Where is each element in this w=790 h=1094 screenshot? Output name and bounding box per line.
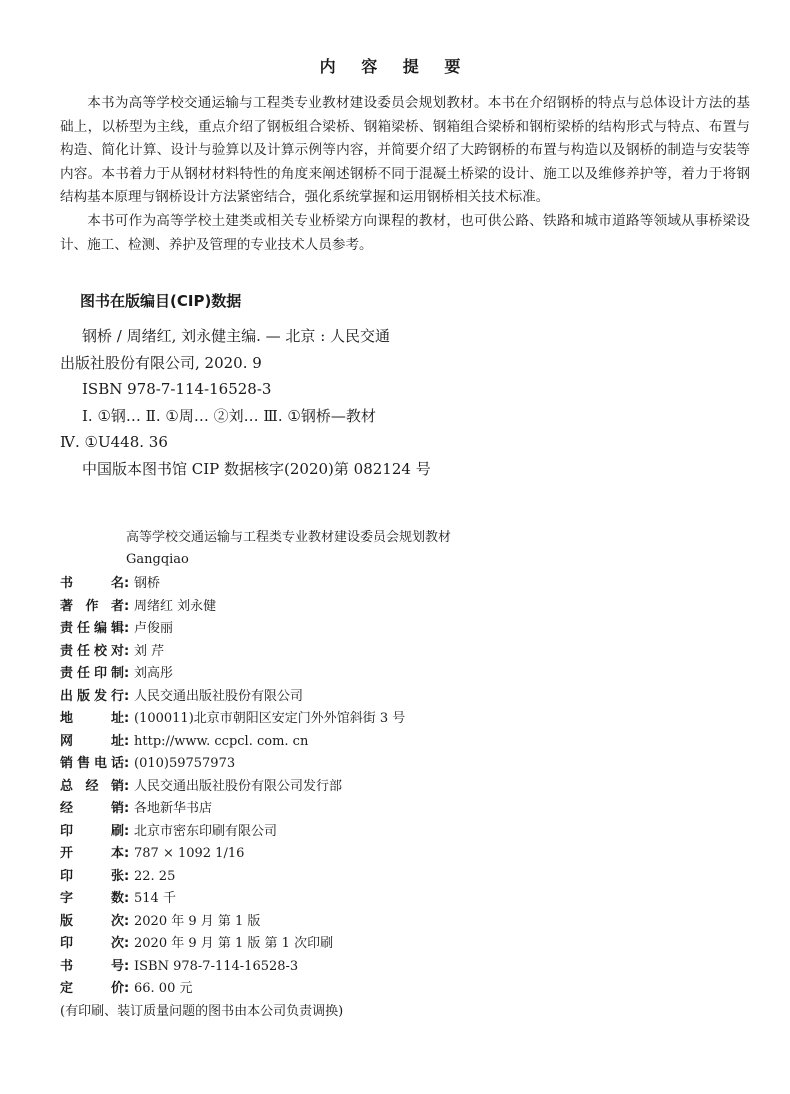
colophon-colon: : <box>124 981 130 996</box>
colophon-row <box>60 821 750 844</box>
colophon-rows <box>60 573 750 1001</box>
colophon-row <box>60 686 750 709</box>
colophon-colon: : <box>124 598 130 614</box>
colophon-label: 责任编辑 <box>60 621 124 636</box>
cip-heading: 图书在版编目(CIP)数据 <box>80 292 242 310</box>
colophon-value: 787 × 1092 1/16 <box>134 846 245 861</box>
colophon-row <box>60 888 750 911</box>
colophon-value: 刘 芹 <box>134 643 165 659</box>
colophon-value: (100011)北京市朝阳区安定门外外馆斜街 3 号 <box>134 711 406 726</box>
cip-line-2: 出版社股份有限公司, 2020. 9 <box>60 353 262 372</box>
colophon-row <box>60 911 750 934</box>
colophon-label: 责任印制 <box>60 666 124 681</box>
colophon-row <box>60 708 750 731</box>
colophon-row <box>60 933 750 956</box>
colophon-label: 开本 <box>60 846 124 861</box>
colophon-colon: : <box>124 823 130 839</box>
colophon-row <box>60 776 750 799</box>
colophon-label: 总经销 <box>60 778 124 794</box>
series-block <box>126 527 451 571</box>
colophon-row <box>60 956 750 979</box>
colophon-value: 各地新华书店 <box>134 801 213 816</box>
colophon-row <box>60 618 750 641</box>
summary-paragraph-1: 本书为高等学校交通运输与工程类专业教材建设委员会规划教材。本书在介绍钢桥的特点与总体设计方法的基础上，以桥型为主线，重点介绍了钢板组合梁桥、钢箱梁桥、钢箱组合梁桥和钢桁梁桥的结构形式与特点、布置与构造、简化计算、设计与验算以及计算示例等内容，并简要介绍了大跨钢桥的布置与构造以及钢桥的制造与安装等内容。本书着力于从钢材材料特性的角度来阐述钢桥不同于混凝土桥梁的设计、施工以及维修养护等，着力于将钢结构基本原理与钢桥设计方法紧密结合，强化系统掌握和运用钢桥相关技术标准。 <box>60 95 750 206</box>
cip-line-4: Ⅰ. ①钢… Ⅱ. ①周… ②刘… Ⅲ. ①钢桥—教材 <box>82 406 376 425</box>
cip-line-5: Ⅳ. ①U448. 36 <box>60 433 168 451</box>
colophon-colon: : <box>124 868 130 884</box>
series-name: 高等学校交通运输与工程类专业教材建设委员会规划教材 <box>126 530 452 545</box>
colophon-colon: : <box>124 711 130 726</box>
colophon-row <box>60 573 750 596</box>
colophon-value: 北京市密东印刷有限公司 <box>134 823 278 839</box>
colophon-value: 钢桥 <box>134 576 161 591</box>
colophon-row <box>60 753 750 776</box>
colophon-row <box>60 843 750 866</box>
cip-line-6: 中国版本图书馆 CIP 数据核字(2020)第 082124 号 <box>82 459 431 478</box>
colophon-colon: : <box>124 891 130 906</box>
cip-line-1: 钢桥 / 周绪红, 刘永健主编. — 北京 : 人民交通 <box>82 327 391 345</box>
colophon-colon: : <box>124 801 130 816</box>
cip-line-3: ISBN 978-7-114-16528-3 <box>82 380 272 398</box>
colophon-label: 网址 <box>60 733 124 749</box>
colophon-label: 定价 <box>60 981 124 996</box>
colophon-label: 书名 <box>60 576 124 591</box>
colophon-value: 22. 25 <box>134 868 176 884</box>
colophon-value: 卢俊丽 <box>134 621 174 636</box>
colophon-label: 字数 <box>60 891 124 906</box>
colophon-value: 刘高彤 <box>134 666 174 681</box>
colophon-label: 书号 <box>60 958 124 974</box>
colophon-label: 地址 <box>60 711 124 726</box>
colophon-row <box>60 798 750 821</box>
colophon-label: 经销 <box>60 801 124 816</box>
book-title-pinyin: Gangqiao <box>126 552 189 567</box>
colophon-value: 周绪红 刘永健 <box>134 598 217 614</box>
colophon-row <box>60 866 750 889</box>
colophon-value: 人民交通出版社股份有限公司发行部 <box>134 778 343 794</box>
colophon-colon: : <box>124 666 130 681</box>
colophon-value: 514 千 <box>134 891 176 906</box>
colophon-colon: : <box>124 643 130 659</box>
colophon-row <box>60 596 750 619</box>
colophon-row <box>60 641 750 664</box>
cip-data-block <box>60 323 750 482</box>
colophon-label: 印张 <box>60 868 124 884</box>
colophon-value: 2020 年 9 月 第 1 版 <box>134 913 261 929</box>
colophon-label: 版次 <box>60 913 124 929</box>
colophon-label: 印刷 <box>60 823 124 839</box>
quality-note: (有印刷、装订质量问题的图书由本公司负责调换) <box>60 1003 344 1019</box>
colophon-colon: : <box>124 778 130 794</box>
summary-title: 内 容 提 要 <box>319 57 471 76</box>
colophon-row <box>60 663 750 686</box>
colophon-colon: : <box>124 576 130 591</box>
colophon-colon: : <box>124 733 130 749</box>
colophon-label: 印次 <box>60 936 124 951</box>
colophon-label: 销售电话 <box>60 756 124 771</box>
summary-paragraph-2: 本书可作为高等学校土建类或相关专业桥梁方向课程的教材，也可供公路、铁路和城市道路等领域从事桥梁设计、施工、检测、养护及管理的专业技术人员参考。 <box>60 212 750 253</box>
colophon-label: 出版发行 <box>60 688 124 704</box>
colophon-colon: : <box>124 936 130 951</box>
colophon-colon: : <box>124 958 130 974</box>
colophon-value: 2020 年 9 月 第 1 版 第 1 次印刷 <box>134 936 334 951</box>
colophon-colon: : <box>124 688 130 704</box>
summary-section <box>60 92 750 257</box>
colophon-value: 人民交通出版社股份有限公司 <box>134 688 304 704</box>
colophon-colon: : <box>124 846 130 861</box>
colophon-label: 责任校对 <box>60 643 124 659</box>
colophon-value: 66. 00 元 <box>134 981 193 996</box>
colophon-label: 著作者 <box>60 598 124 614</box>
colophon-colon: : <box>124 913 130 929</box>
colophon-value: ISBN 978-7-114-16528-3 <box>134 958 299 974</box>
colophon-value: http://www. ccpcl. com. cn <box>134 733 309 749</box>
colophon-row <box>60 978 750 1001</box>
colophon-value: (010)59757973 <box>134 756 236 771</box>
colophon-colon: : <box>124 756 130 771</box>
colophon <box>60 573 750 1023</box>
colophon-colon: : <box>124 621 130 636</box>
colophon-row <box>60 731 750 754</box>
